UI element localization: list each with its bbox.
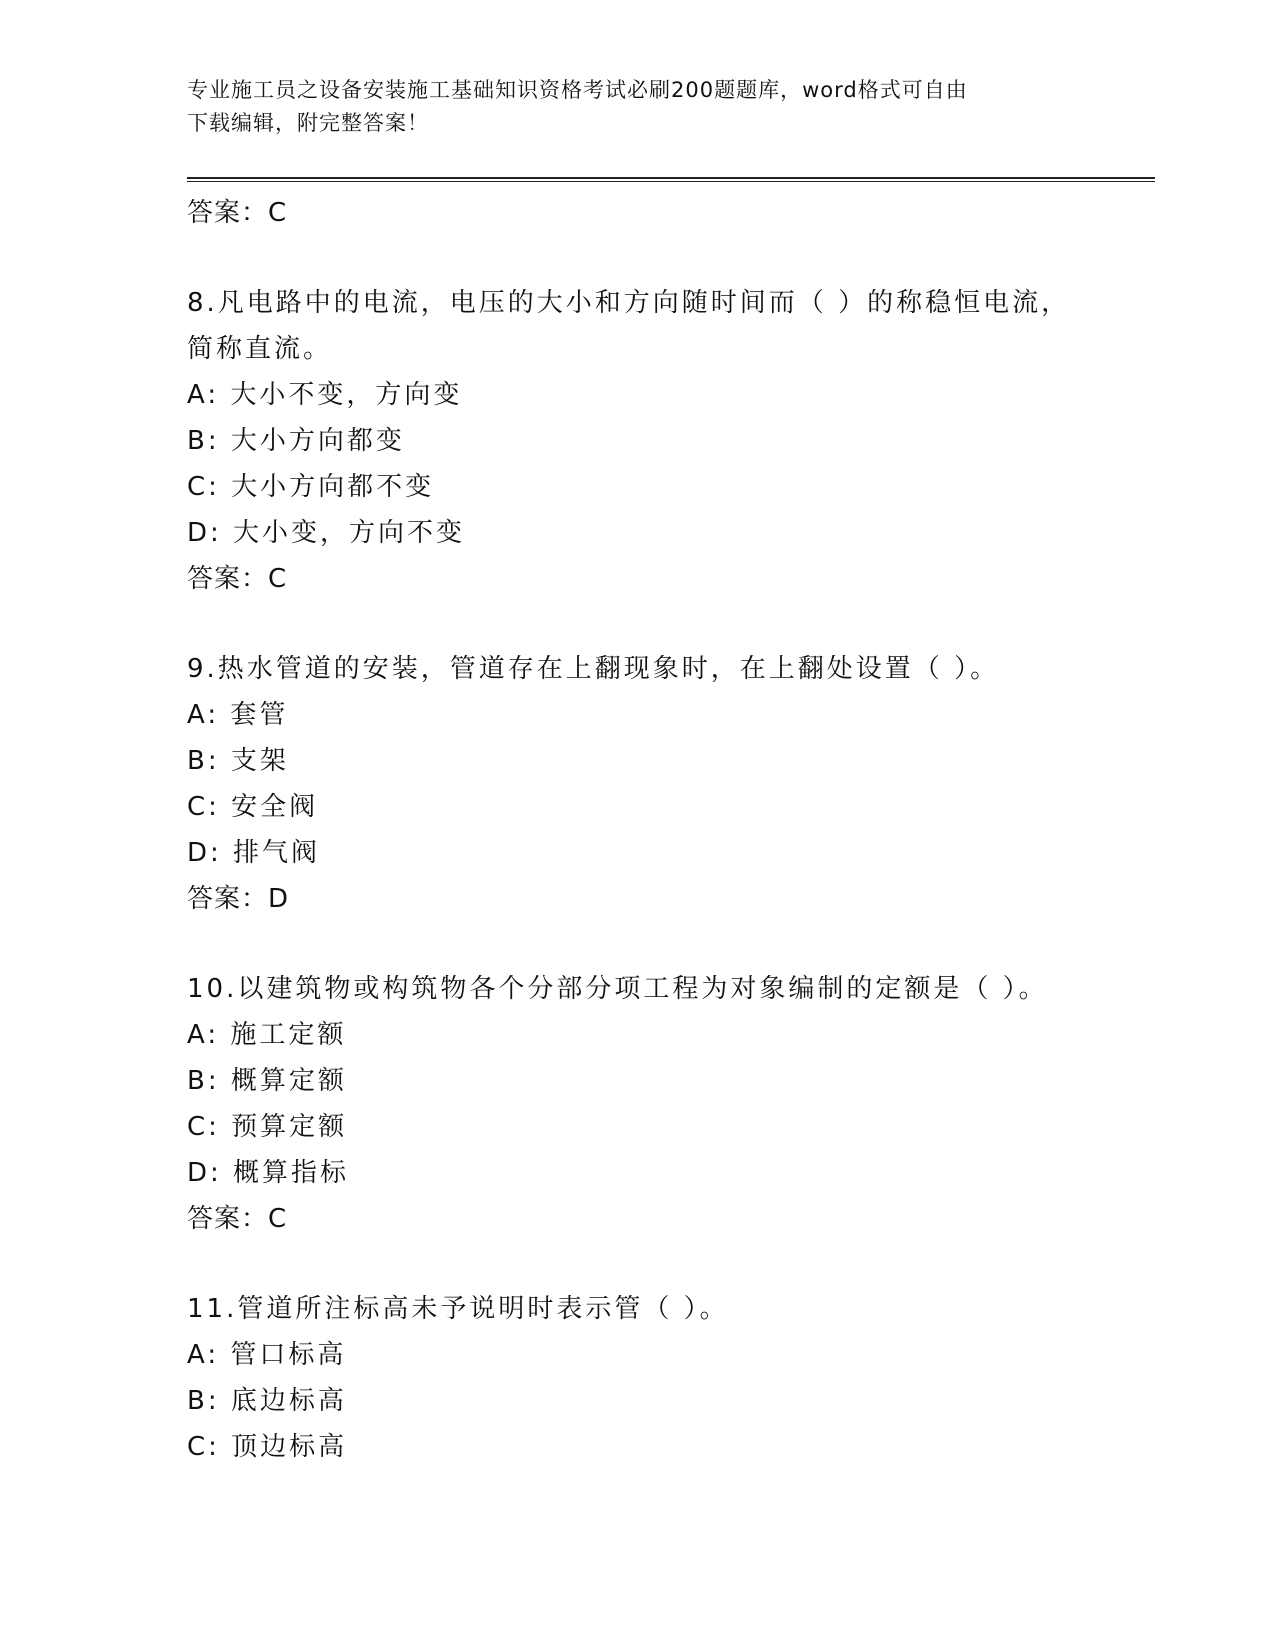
option-d: D: 概算指标: [187, 1158, 350, 1188]
previous-answer: 答案：C: [187, 198, 288, 228]
header-line-1: 专业施工员之设备安装施工基础知识资格考试必刷200题题库，word格式可自由: [187, 78, 968, 102]
answer: 答案：C: [187, 564, 288, 594]
option-b: B: 支架: [187, 746, 289, 776]
option-d: D: 大小变，方向不变: [187, 518, 466, 548]
question-stem: 11.管道所注标高未予说明时表示管（ ）。: [187, 1294, 729, 1324]
answer: 答案：D: [187, 884, 290, 914]
option-a: A: 大小不变，方向变: [187, 380, 463, 410]
question-list: [187, 190, 1087, 1470]
question-stem: 8.凡电路中的电流，电压的大小和方向随时间而（ ）的称稳恒电流，: [187, 288, 1071, 318]
option-a: A: 套管: [187, 700, 289, 730]
header-line-2: 下载编辑，附完整答案！: [187, 111, 429, 135]
option-c: C: 预算定额: [187, 1112, 348, 1142]
question-stem: 9.热水管道的安装，管道存在上翻现象时，在上翻处设置（ ）。: [187, 654, 1000, 684]
question-8: [187, 280, 1087, 602]
option-b: B: 概算定额: [187, 1066, 347, 1096]
question-11: [187, 1286, 1087, 1470]
question-stem-continued: 简称直流。: [187, 334, 333, 364]
option-a: A: 管口标高: [187, 1340, 347, 1370]
document-header: [187, 74, 1067, 140]
option-c: C: 大小方向都不变: [187, 472, 435, 502]
option-b: B: 大小方向都变: [187, 426, 405, 456]
question-9: [187, 646, 1087, 922]
question-stem: 10.以建筑物或构筑物各个分部分项工程为对象编制的定额是（ ）。: [187, 974, 1048, 1004]
question-10: [187, 966, 1087, 1242]
option-c: C: 顶边标高: [187, 1432, 348, 1462]
option-b: B: 底边标高: [187, 1386, 347, 1416]
option-d: D: 排气阀: [187, 838, 321, 868]
answer: 答案：C: [187, 1204, 288, 1234]
option-c: C: 安全阀: [187, 792, 319, 822]
header-divider: [187, 177, 1155, 182]
option-a: A: 施工定额: [187, 1020, 347, 1050]
